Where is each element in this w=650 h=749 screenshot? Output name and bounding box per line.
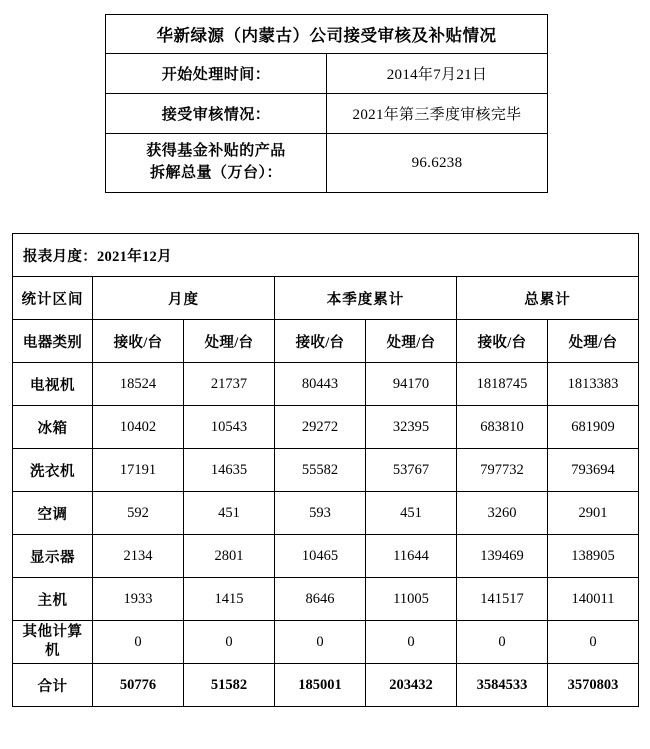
- cell-monitor-total-processed: 138905: [548, 535, 639, 578]
- cell-host-total-processed: 140011: [548, 578, 639, 621]
- cell-monitor-quarter-received: 10465: [275, 535, 366, 578]
- group-header-month: 月度: [93, 277, 275, 320]
- cell-host-total-received: 141517: [457, 578, 548, 621]
- cell-washer-total-received: 797732: [457, 449, 548, 492]
- table-row: [13, 277, 639, 320]
- table-row: [13, 234, 639, 277]
- cell-washer-quarter-received: 55582: [275, 449, 366, 492]
- summary-table-container: [105, 14, 548, 193]
- summary-label-audit-status: 接受审核情况：: [106, 94, 327, 134]
- row-label-aircon: 空调: [13, 492, 93, 535]
- summary-label-start-date: 开始处理时间：: [106, 54, 327, 94]
- summary-value-subsidy-total: 96.6238: [327, 134, 548, 193]
- cell-tv-quarter-received: 80443: [275, 363, 366, 406]
- summary-label-subsidy-total: [106, 134, 327, 193]
- row-label-washer: 洗衣机: [13, 449, 93, 492]
- cell-fridge-month-processed: 10543: [184, 406, 275, 449]
- cell-other-quarter-processed: 0: [366, 621, 457, 664]
- subheader-total-processed: 处理/台: [548, 320, 639, 363]
- subheader-quarter-received: 接收/台: [275, 320, 366, 363]
- subheader-total-received: 接收/台: [457, 320, 548, 363]
- cell-tv-month-received: 18524: [93, 363, 184, 406]
- summary-label-subsidy-total-line2: 拆解总量（万台）：: [149, 165, 282, 181]
- cell-washer-total-processed: 793694: [548, 449, 639, 492]
- cell-other-quarter-received: 0: [275, 621, 366, 664]
- table-row: [13, 363, 639, 406]
- table-row: [13, 621, 639, 664]
- cell-aircon-quarter-received: 593: [275, 492, 366, 535]
- cell-fridge-quarter-received: 29272: [275, 406, 366, 449]
- report-month-line: 报表月度：2021年12月: [13, 234, 639, 277]
- summary-value-start-date: 2014年7月21日: [327, 54, 548, 94]
- row-label-fridge: 冰箱: [13, 406, 93, 449]
- row-label-host: 主机: [13, 578, 93, 621]
- cell-host-month-processed: 1415: [184, 578, 275, 621]
- cell-aircon-total-processed: 2901: [548, 492, 639, 535]
- cell-total-total-received: 3584533: [457, 664, 548, 707]
- cell-total-month-processed: 51582: [184, 664, 275, 707]
- cell-total-quarter-processed: 203432: [366, 664, 457, 707]
- cell-washer-month-processed: 14635: [184, 449, 275, 492]
- table-row: [13, 449, 639, 492]
- cell-aircon-quarter-processed: 451: [366, 492, 457, 535]
- table-row: [13, 664, 639, 707]
- row-label-monitor: 显示器: [13, 535, 93, 578]
- cell-washer-quarter-processed: 53767: [366, 449, 457, 492]
- group-header-total: 总累计: [457, 277, 639, 320]
- cell-monitor-quarter-processed: 11644: [366, 535, 457, 578]
- table-row: [106, 54, 548, 94]
- table-row: [106, 134, 548, 193]
- category-label: 电器类别: [13, 320, 93, 363]
- subheader-month-received: 接收/台: [93, 320, 184, 363]
- cell-aircon-month-processed: 451: [184, 492, 275, 535]
- cell-host-quarter-received: 8646: [275, 578, 366, 621]
- row-label-other-computer-line1: 其他计算: [22, 624, 83, 641]
- cell-other-month-processed: 0: [184, 621, 275, 664]
- subheader-quarter-processed: 处理/台: [366, 320, 457, 363]
- cell-total-total-processed: 3570803: [548, 664, 639, 707]
- table-row: [13, 406, 639, 449]
- cell-washer-month-received: 17191: [93, 449, 184, 492]
- cell-monitor-month-received: 2134: [93, 535, 184, 578]
- cell-fridge-month-received: 10402: [93, 406, 184, 449]
- summary-label-subsidy-total-line1: 获得基金补贴的产品: [146, 143, 286, 160]
- cell-other-total-received: 0: [457, 621, 548, 664]
- group-header-quarter: 本季度累计: [275, 277, 457, 320]
- table-row: [13, 492, 639, 535]
- table-row: [13, 535, 639, 578]
- cell-other-total-processed: 0: [548, 621, 639, 664]
- cell-fridge-total-processed: 681909: [548, 406, 639, 449]
- cell-monitor-total-received: 139469: [457, 535, 548, 578]
- cell-tv-month-processed: 21737: [184, 363, 275, 406]
- row-label-total: 合计: [13, 664, 93, 707]
- cell-aircon-month-received: 592: [93, 492, 184, 535]
- cell-total-quarter-received: 185001: [275, 664, 366, 707]
- cell-total-month-received: 50776: [93, 664, 184, 707]
- cell-tv-quarter-processed: 94170: [366, 363, 457, 406]
- row-label-other-computer: [13, 621, 93, 664]
- subheader-month-processed: 处理/台: [184, 320, 275, 363]
- cell-aircon-total-received: 3260: [457, 492, 548, 535]
- table-row: [106, 94, 548, 134]
- table-row: [106, 15, 548, 54]
- summary-title: 华新绿源（内蒙古）公司接受审核及补贴情况: [106, 15, 548, 54]
- table-row: [13, 578, 639, 621]
- cell-other-month-received: 0: [93, 621, 184, 664]
- cell-monitor-month-processed: 2801: [184, 535, 275, 578]
- cell-fridge-total-received: 683810: [457, 406, 548, 449]
- cell-tv-total-processed: 1813383: [548, 363, 639, 406]
- cell-fridge-quarter-processed: 32395: [366, 406, 457, 449]
- cell-tv-total-received: 1818745: [457, 363, 548, 406]
- main-table-container: [12, 233, 638, 707]
- stat-range-label: 统计区间: [13, 277, 93, 320]
- main-data-table: [12, 233, 639, 707]
- table-row: [13, 320, 639, 363]
- row-label-other-computer-line2: 机: [45, 643, 60, 659]
- summary-value-audit-status: 2021年第三季度审核完毕: [327, 94, 548, 134]
- cell-host-quarter-processed: 11005: [366, 578, 457, 621]
- summary-table: [105, 14, 548, 193]
- row-label-tv: 电视机: [13, 363, 93, 406]
- cell-host-month-received: 1933: [93, 578, 184, 621]
